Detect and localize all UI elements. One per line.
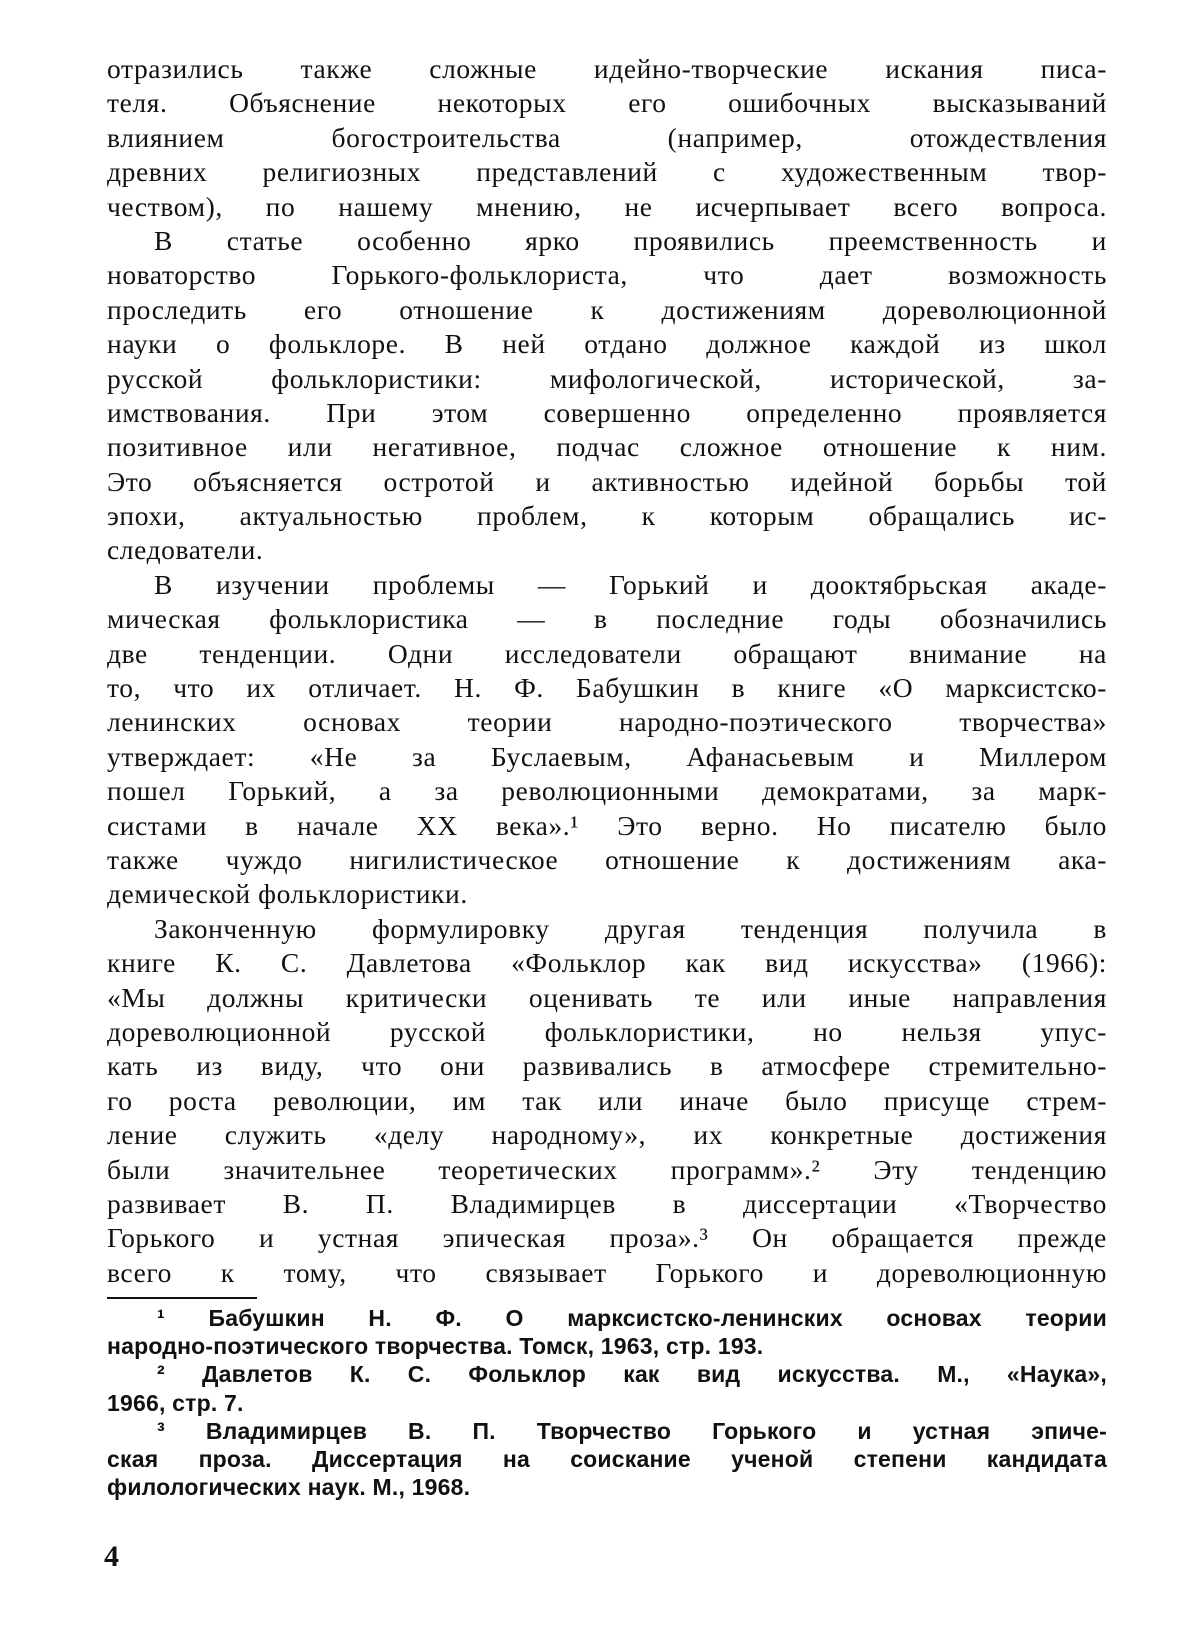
footnote-line: народно-поэтического творчества. Томск, 1963, стр. 193. — [107, 1333, 764, 1360]
text-line: демической фольклористики. — [107, 878, 468, 910]
text-line: утверждает: «Не за Буслаевым, Афанасьевым и Миллером — [107, 740, 1107, 772]
text-line: дореволюционной русской фольклористики, но нельзя упус- — [107, 1015, 1107, 1047]
paragraph-start-line: В изучении проблемы — Горький и дооктябрьская акаде- — [154, 568, 1107, 600]
text-line: теля. Объяснение некоторых его ошибочных высказываний — [107, 87, 1107, 119]
text-line: также чуждо нигилистическое отношение к достижениям ака- — [107, 843, 1107, 875]
text-line: науки о фольклоре. В ней отдано должное каждой из школ — [107, 328, 1107, 360]
text-line: Это объясняется остротой и активностью идейной борьбы той — [107, 465, 1107, 497]
text-line: то, что их отличает. Н. Ф. Бабушкин в книге «О марксистско- — [107, 672, 1107, 704]
paragraph-start-line: В статье особенно ярко проявились преемственность и — [154, 224, 1107, 256]
main-text — [107, 52, 1107, 1290]
footnote-line: ² Давлетов К. С. Фольклор как вид искусства. М., «Наука», — [157, 1361, 1107, 1388]
text-line: следователи. — [107, 534, 264, 566]
text-line: ление служить «делу народному», их конкретные достижения — [107, 1119, 1107, 1151]
text-line: пошел Горький, а за революционными демократами, за марк- — [107, 775, 1107, 807]
text-line: книге К. С. Давлетова «Фольклор как вид искусства» (1966): — [107, 947, 1107, 979]
paragraph-start-line: Законченную формулировку другая тенденция получила в — [154, 912, 1107, 944]
text-line: русской фольклористики: мифологической, исторической, за- — [107, 362, 1107, 394]
text-line: отразились также сложные идейно-творческие искания писа- — [107, 53, 1107, 84]
footnote-line: ¹ Бабушкин Н. Ф. О марксистско-ленинских основах теории — [157, 1305, 1107, 1331]
footnote-line: филологических наук. М., 1968. — [107, 1474, 471, 1501]
footnote-line: 1966, стр. 7. — [107, 1389, 244, 1416]
footnote-line: ³ Владимирцев В. П. Творчество Горького и устная эпиче- — [157, 1417, 1107, 1444]
text-line: влиянием богостроительства (например, отождествления — [107, 121, 1107, 153]
text-line: позитивное или негативное, подчас сложное отношение к ним. — [107, 431, 1107, 463]
text-line: чеством), по нашему мнению, не исчерпывает всего вопроса. — [107, 190, 1107, 222]
text-line: древних религиозных представлений с художественным твор- — [107, 156, 1107, 188]
text-line: были значительнее теоретических программ».² Эту тенденцию — [107, 1153, 1107, 1185]
footnotes — [107, 1304, 1107, 1501]
text-line: новаторство Горького-фольклориста, что дает возможность — [107, 259, 1107, 291]
text-line: Горького и устная эпическая проза».³ Он обращается прежде — [107, 1222, 1107, 1254]
text-line: «Мы должны критически оценивать те или иные направления — [107, 981, 1107, 1013]
page-number: 4 — [104, 1540, 119, 1573]
text-line: кать из виду, что они развивались в атмосфере стремительно- — [107, 1050, 1107, 1082]
text-line: проследить его отношение к достижениям дореволюционной — [107, 293, 1107, 325]
text-line: эпохи, актуальностью проблем, к которым обращались ис- — [107, 500, 1107, 532]
footnote-line: ская проза. Диссертация на соискание ученой степени кандидата — [107, 1445, 1107, 1472]
text-line: две тенденции. Одни исследователи обращают внимание на — [107, 637, 1107, 669]
text-line: ленинских основах теории народно-поэтического творчества» — [107, 706, 1107, 738]
text-line: всего к тому, что связывает Горького и дореволюционную — [107, 1256, 1107, 1288]
text-line: мическая фольклористика — в последние годы обозначились — [107, 603, 1107, 635]
text-line: развивает В. П. Владимирцев в диссертации «Творчество — [107, 1187, 1107, 1219]
text-line: систами в начале XX века».¹ Это верно. Но писателю было — [107, 809, 1107, 841]
text-line: имствования. При этом совершенно определенно проявляется — [107, 396, 1107, 428]
text-line: го роста революции, им так или иначе было присуще стрем- — [107, 1084, 1107, 1116]
footnote-separator — [107, 1297, 257, 1299]
